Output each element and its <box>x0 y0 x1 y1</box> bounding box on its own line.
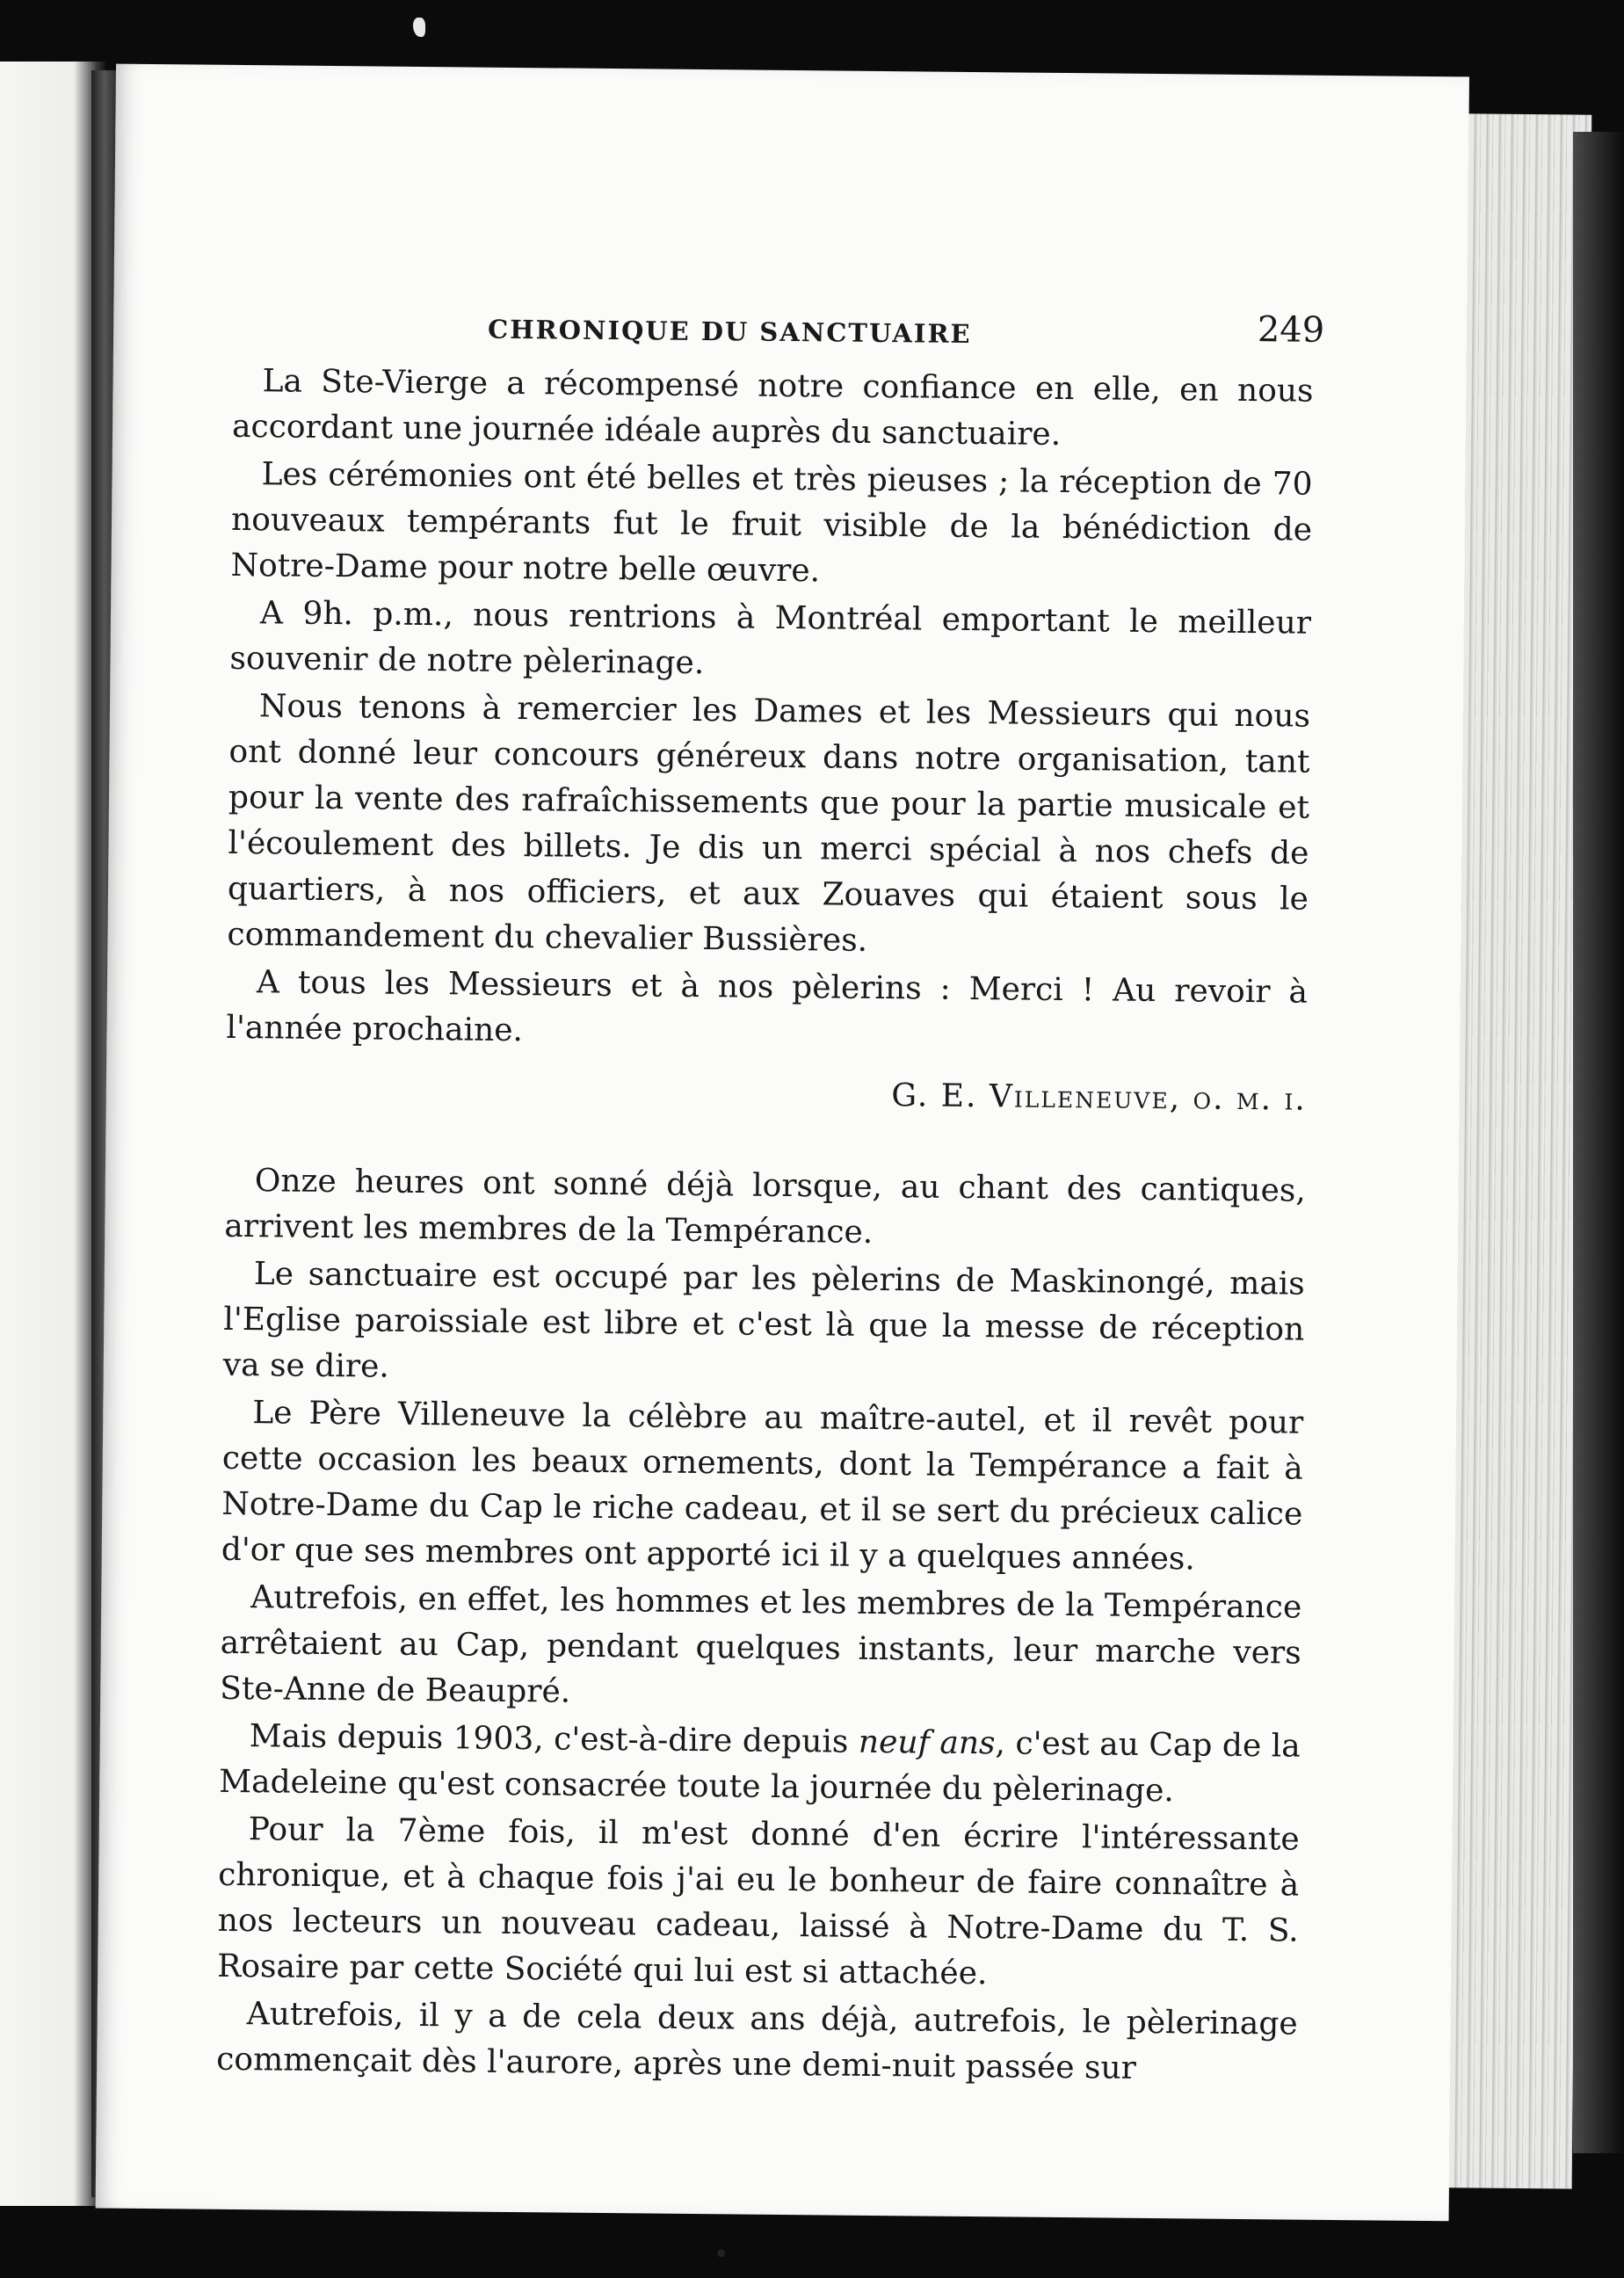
page-header <box>233 292 1325 364</box>
paragraph: Le sanctuaire est occupé par les pèlerins de Maskinongé, mais l'Eglise paroissiale est libre et c'est là que la messe de réception va se dire. <box>222 1256 1305 1385</box>
page-content <box>216 292 1325 2095</box>
paragraph-1903 <box>219 1714 1301 1816</box>
text-run: Mais depuis 1903, c'est-à-dire depuis <box>249 1718 859 1760</box>
paragraph: A tous les Messieurs et à nos pèlerins : Merci ! Au revoir à l'année prochaine. <box>226 964 1309 1049</box>
scan-speck <box>413 18 425 37</box>
facing-page-edge <box>0 62 105 2206</box>
paragraph: Autrefois, en effet, les hommes et les membres de la Tempérance arrêtaient au Cap, pendant quelques instants, leur marche vers Ste-Anne de Beaupré. <box>220 1579 1302 1710</box>
book-page <box>96 64 1469 2222</box>
paragraph: Nous tenons à remercier les Dames et les Messieurs qui nous ont donné leur concours généreux dans notre organisation, tant pour la vente des rafraîchissements que pour la partie musicale et l'écoulement des billets. Je dis un merci spécial à nos chefs de quartiers, à nos officiers, et aux Zouaves qui étaient sous le commandement du chevalier Bussières. <box>227 688 1311 959</box>
text-run: , c'est au Cap de la Madeleine qu'est consacrée toute la journée du pèlerinage. <box>219 1725 1301 1810</box>
stacked-page-edges <box>1449 113 1592 2188</box>
paragraph: Onze heures ont sonné déjà lorsque, au chant des cantiques, arrivent les membres de la Tempérance. <box>224 1163 1306 1251</box>
paragraph: Autrefois, il y a de cela deux ans déjà, autrefois, le pèlerinage commençait dès l'aurore, après une demi-nuit passée sur <box>216 1996 1298 2086</box>
page-number: 249 <box>1257 309 1325 351</box>
italic-text: neuf ans <box>858 1723 996 1762</box>
running-head: CHRONIQUE DU SANCTUAIRE <box>487 314 972 349</box>
paragraph: Pour la 7ème fois, il m'est donné d'en écrire l'intéressante chronique, et à chaque fois j'ai eu le bonheur de faire connaître à nos lecteurs un nouveau cadeau, laissé à Notre-Dame du T. S. Rosaire par cette Société qui lui est si attachée. <box>217 1811 1300 1992</box>
page-edge-shadow <box>1573 132 1624 2153</box>
paragraph: Les cérémonies ont été belles et très pieuses ; la réception de 70 nouveaux tempérants fut le fruit visible de la bénédiction de Notre-Dame pour notre belle œuvre. <box>230 456 1313 590</box>
page-dot-mark <box>717 2249 725 2257</box>
signature: G. E. Villeneuve, o. m. i. <box>891 1077 1307 1118</box>
paragraph: A 9h. p.m., nous rentrions à Montréal emportant le meilleur souvenir de notre pèlerinage. <box>229 595 1312 682</box>
paragraph: La Ste-Vierge a récompensé notre confiance en elle, en nous accordant une journée idéale auprès du sanctuaire. <box>231 363 1314 453</box>
paragraph: Le Père Villeneuve la célèbre au maître-autel, et il revêt pour cette occasion les beaux ornements, dont la Tempérance a fait à Notre-Dame du Cap le riche cadeau, et il se sert du précieux calice d'or que ses membres ont apporté ici il y a quelques années. <box>221 1395 1304 1578</box>
